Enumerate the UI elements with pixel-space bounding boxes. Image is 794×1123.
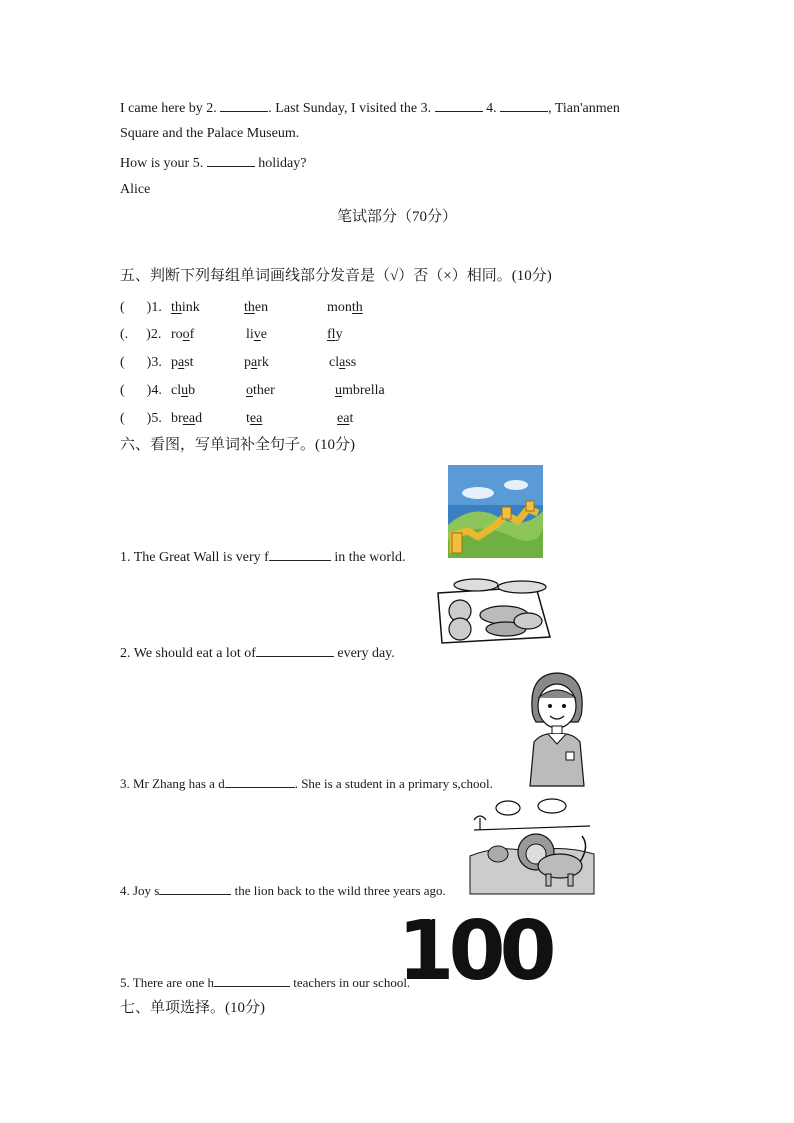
section-6-item-5: 5. There are one h teachers in our school. — [120, 975, 411, 990]
section-6-item-1: 1. The Great Wall is very f in the world. — [120, 547, 405, 567]
section-5-row: ( )4. — [120, 383, 162, 398]
word-2: park — [244, 355, 269, 370]
blank-3[interactable] — [435, 98, 483, 112]
word-2: tea — [246, 411, 263, 426]
answer-blank-2[interactable] — [256, 643, 334, 657]
word-2: live — [246, 327, 267, 342]
word-1: bread — [171, 411, 203, 426]
word-3: class — [329, 355, 357, 370]
word-1: club — [171, 383, 196, 398]
letter-signature: Alice — [120, 182, 151, 197]
letter-line-3: How is your 5. holiday? — [120, 153, 306, 173]
word-3: month — [327, 300, 363, 315]
word-1: past — [171, 355, 194, 370]
word-3: eat — [337, 411, 354, 426]
section-7-title: 七、单项选择。(10分) — [120, 1000, 265, 1016]
blank-4[interactable] — [500, 98, 548, 112]
section-5-row: ( )3. — [120, 355, 162, 370]
section-5-row: (. )2. — [120, 327, 162, 342]
section-5-row: ( )5. — [120, 411, 162, 426]
vegetables-picture — [432, 575, 552, 647]
answer-blank-1[interactable] — [269, 547, 331, 561]
blank-2[interactable] — [220, 98, 268, 112]
section-6-item-2: 2. We should eat a lot of every day. — [120, 643, 395, 663]
hundred-number: 100 — [397, 904, 551, 999]
word-1: roof — [171, 327, 195, 342]
word-3: umbrella — [335, 383, 385, 398]
section-5-row: ( )1. — [120, 300, 162, 315]
great-wall-picture — [448, 465, 543, 558]
section-5-title: 五、判断下列每组单词画线部分发音是（√）否（×）相同。(10分) — [120, 268, 552, 284]
answer-blank-4[interactable] — [159, 881, 231, 895]
word-3: fly — [327, 327, 343, 342]
section-6-item-4: 4. Joy s the lion back to the wild three years ago. — [120, 883, 446, 898]
answer-blank-3[interactable] — [225, 774, 295, 788]
word-2: then — [244, 300, 269, 315]
hundred-picture — [397, 904, 551, 999]
letter-line-2: Square and the Palace Museum. — [120, 126, 300, 141]
girl-picture — [522, 668, 592, 786]
answer-blank-5[interactable] — [214, 973, 290, 987]
section-6-item-3: 3. Mr Zhang has a d . She is a student in a primary s,chool. — [120, 776, 493, 791]
letter-line-1: I came here by 2. . Last Sunday, I visited the 3. 4. , Tian'anmen — [120, 98, 620, 118]
lion-picture — [470, 796, 594, 894]
written-section-title: 笔试部分（70分） — [336, 209, 457, 225]
word-1: think — [171, 300, 200, 315]
word-2: other — [246, 383, 275, 398]
section-6-title: 六、看图，写单词补全句子。(10分) — [120, 437, 355, 453]
blank-5[interactable] — [207, 153, 255, 167]
